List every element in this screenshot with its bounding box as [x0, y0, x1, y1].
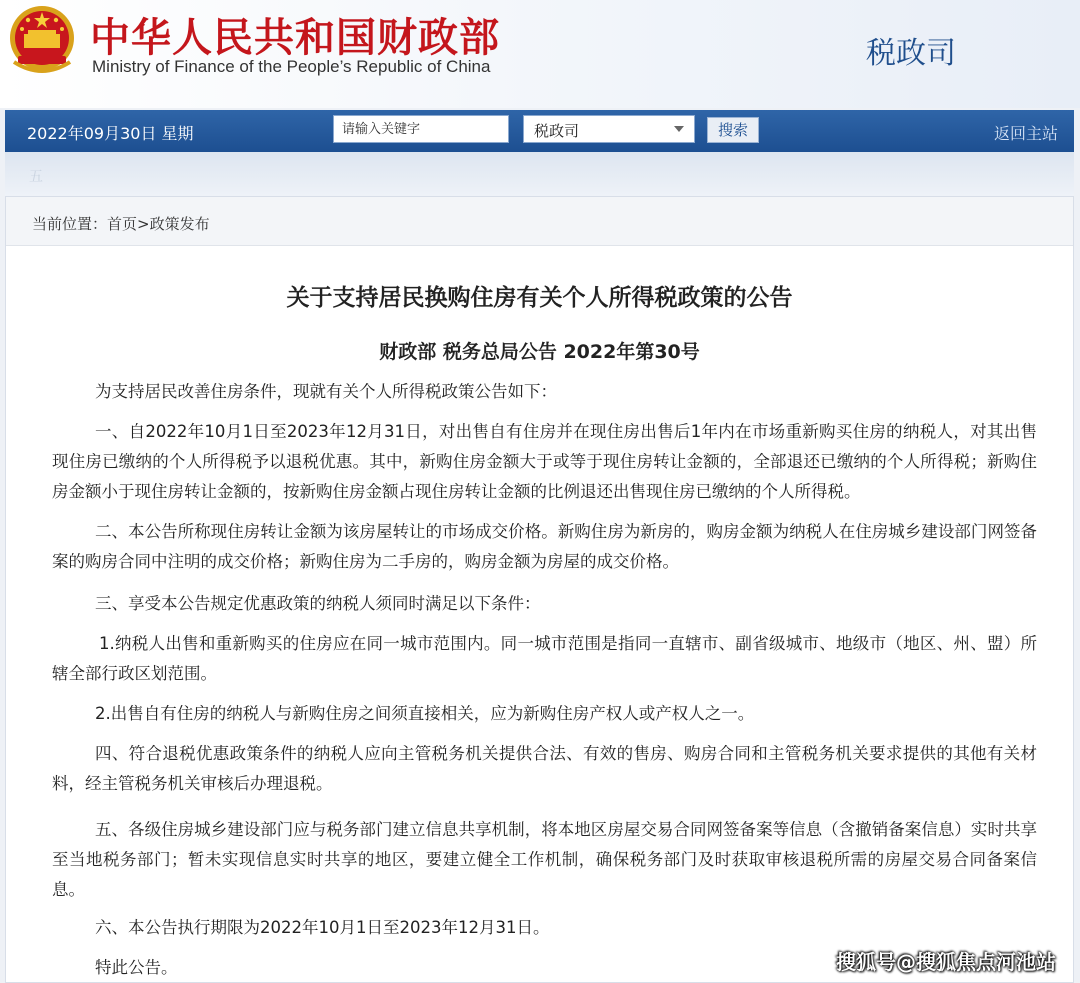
article-paragraph: 2.出售自有住房的纳税人与新购住房之间须直接相关，应为新购住房产权人或产权人之一。 — [95, 704, 755, 723]
department-select[interactable] — [523, 115, 695, 143]
nav-bar — [5, 110, 1074, 152]
article-paragraph: 五、各级住房城乡建设部门应与税务部门建立信息共享机制，将本地区房屋交易合同网签备案等信息（含撤销备案信息）实时共享至当地税务部门；暂未实现信息实时共享的地区，要建立健全工作机制，确保税务部门及时获取审核退税所需的房屋交易合同备案信息。 — [52, 820, 1037, 899]
return-home-link[interactable]: 返回主站 — [993, 124, 1058, 143]
article-paragraph: 三、享受本公告规定优惠政策的纳税人须同时满足以下条件： — [95, 594, 541, 613]
site-title-en: Ministry of Finance of the People’s Republic of China — [92, 57, 491, 76]
article-paragraph: 四、符合退税优惠政策条件的纳税人应向主管税务机关提供合法、有效的售房、购房合同和主管税务机关要求提供的其他有关材料，经主管税务机关审核后办理退税。 — [52, 744, 1037, 793]
article-subtitle: 财政部 税务总局公告 2022年第30号 — [379, 341, 700, 363]
chevron-down-icon — [674, 126, 684, 132]
article-paragraph: 二、本公告所称现住房转让金额为该房屋转让的市场成交价格。新购住房为新房的，购房金额为纳税人在住房城乡建设部门网签备案的购房合同中注明的成交价格；新购住房为二手房的，购房金额为房屋的成交价格。 — [52, 522, 1037, 571]
breadcrumb — [6, 197, 1073, 246]
department-select-value: 税政司 — [534, 122, 580, 140]
article-panel — [5, 196, 1074, 983]
banner-strip — [5, 152, 1074, 196]
current-date: 2022年09月30日 星期 — [27, 124, 194, 143]
source-watermark: 搜狐号@搜狐焦点河池站 — [836, 950, 1056, 974]
search-input[interactable] — [333, 115, 509, 143]
department-name: 税政司 — [866, 36, 956, 71]
search-button[interactable]: 搜索 — [707, 117, 759, 143]
site-header — [0, 0, 1080, 108]
article-paragraph: 为支持居民改善住房条件，现就有关个人所得税政策公告如下： — [95, 382, 557, 401]
banner-text: 五 — [29, 169, 43, 185]
article-paragraph: 特此公告。 — [95, 958, 178, 977]
article-paragraph: 1.纳税人出售和重新购买的住房应在同一城市范围内。同一城市范围是指同一直辖市、副省级城市、地级市（地区、州、盟）所辖全部行政区划范围。 — [52, 634, 1037, 683]
breadcrumb-text[interactable]: 当前位置：首页>政策发布 — [32, 215, 210, 233]
site-title-cn: 中华人民共和国财政部 — [90, 14, 500, 61]
article-paragraph: 一、自2022年10月1日至2023年12月31日，对出售自有住房并在现住房出售后1年内在市场重新购买住房的纳税人，对其出售现住房已缴纳的个人所得税予以退税优惠。其中，新购住房金额大于或等于现住房转让金额的，全部退还已缴纳的个人所得税；新购住房金额小于现住房转让金额的，按新购住房金额占现住房转让金额的比例退还出售现住房已缴纳的个人所得税。 — [52, 422, 1037, 501]
article-title: 关于支持居民换购住房有关个人所得税政策的公告 — [286, 285, 793, 311]
national-emblem-icon — [8, 4, 76, 74]
article-paragraph: 六、本公告执行期限为2022年10月1日至2023年12月31日。 — [95, 918, 550, 937]
